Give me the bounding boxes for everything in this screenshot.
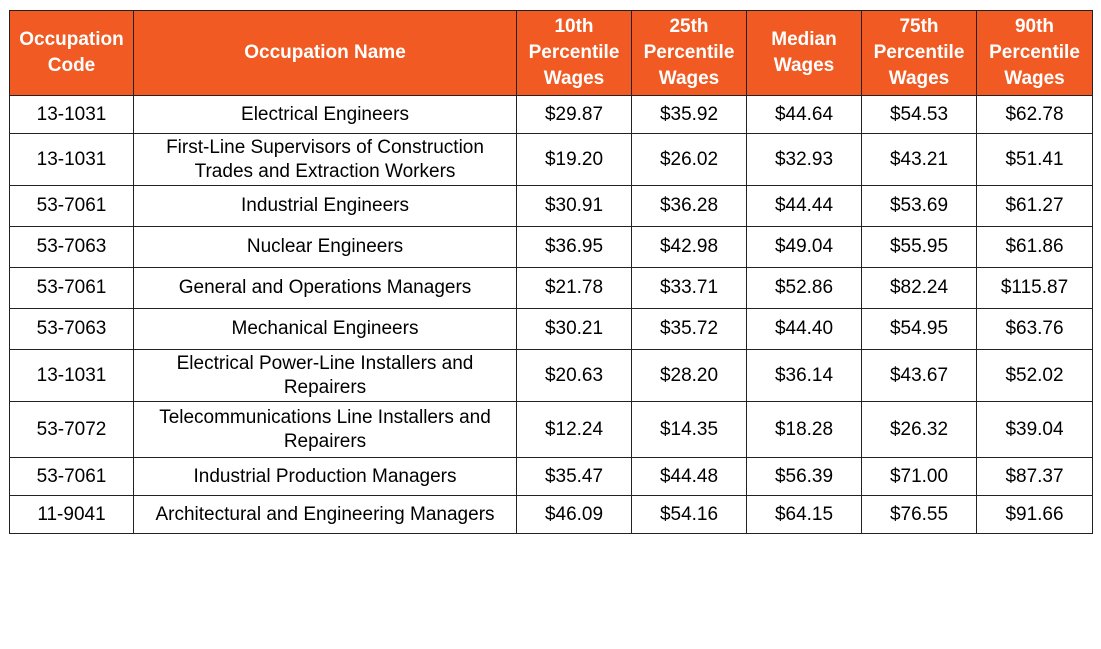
cell-90th-percentile: $61.86	[977, 227, 1093, 268]
cell-90th-percentile: $63.76	[977, 309, 1093, 350]
cell-90th-percentile: $39.04	[977, 402, 1093, 458]
cell-25th-percentile: $35.72	[632, 309, 747, 350]
cell-occupation-name: Industrial Production Managers	[134, 458, 517, 496]
cell-25th-percentile: $35.92	[632, 96, 747, 134]
cell-occupation-name: Telecommunications Line Installers and Repairers	[134, 402, 517, 458]
cell-10th-percentile: $29.87	[517, 96, 632, 134]
table-row	[10, 134, 1093, 186]
cell-25th-percentile: $33.71	[632, 268, 747, 309]
cell-10th-percentile: $36.95	[517, 227, 632, 268]
cell-25th-percentile: $42.98	[632, 227, 747, 268]
cell-median: $56.39	[747, 458, 862, 496]
cell-75th-percentile: $76.55	[862, 496, 977, 534]
cell-occupation-code: 53-7061	[10, 458, 134, 496]
cell-90th-percentile: $51.41	[977, 134, 1093, 186]
cell-10th-percentile: $20.63	[517, 350, 632, 402]
cell-10th-percentile: $35.47	[517, 458, 632, 496]
table-row	[10, 458, 1093, 496]
header-occupation-name: Occupation Name	[134, 11, 517, 96]
cell-90th-percentile: $62.78	[977, 96, 1093, 134]
table-body	[10, 96, 1093, 534]
cell-10th-percentile: $19.20	[517, 134, 632, 186]
header-median: Median Wages	[747, 11, 862, 96]
cell-occupation-name: Electrical Power-Line Installers and Repairers	[134, 350, 517, 402]
cell-median: $44.64	[747, 96, 862, 134]
wage-table	[9, 10, 1093, 534]
header-25th-percentile: 25th Percentile Wages	[632, 11, 747, 96]
cell-75th-percentile: $54.53	[862, 96, 977, 134]
cell-median: $32.93	[747, 134, 862, 186]
cell-75th-percentile: $53.69	[862, 186, 977, 227]
cell-occupation-code: 53-7061	[10, 268, 134, 309]
cell-median: $36.14	[747, 350, 862, 402]
header-10th-percentile: 10th Percentile Wages	[517, 11, 632, 96]
cell-75th-percentile: $71.00	[862, 458, 977, 496]
cell-median: $18.28	[747, 402, 862, 458]
cell-75th-percentile: $43.67	[862, 350, 977, 402]
cell-median: $64.15	[747, 496, 862, 534]
cell-25th-percentile: $28.20	[632, 350, 747, 402]
cell-median: $44.44	[747, 186, 862, 227]
cell-occupation-code: 53-7072	[10, 402, 134, 458]
cell-90th-percentile: $87.37	[977, 458, 1093, 496]
table-row	[10, 496, 1093, 534]
cell-occupation-code: 53-7063	[10, 227, 134, 268]
header-row	[10, 11, 1093, 96]
cell-median: $52.86	[747, 268, 862, 309]
cell-90th-percentile: $91.66	[977, 496, 1093, 534]
cell-occupation-name: Architectural and Engineering Managers	[134, 496, 517, 534]
cell-occupation-code: 53-7063	[10, 309, 134, 350]
cell-occupation-name: First-Line Supervisors of Construction Trades and Extraction Workers	[134, 134, 517, 186]
cell-75th-percentile: $82.24	[862, 268, 977, 309]
cell-10th-percentile: $30.21	[517, 309, 632, 350]
cell-median: $44.40	[747, 309, 862, 350]
cell-25th-percentile: $26.02	[632, 134, 747, 186]
cell-10th-percentile: $21.78	[517, 268, 632, 309]
cell-10th-percentile: $46.09	[517, 496, 632, 534]
cell-occupation-code: 53-7061	[10, 186, 134, 227]
cell-25th-percentile: $14.35	[632, 402, 747, 458]
cell-90th-percentile: $52.02	[977, 350, 1093, 402]
cell-occupation-name: Electrical Engineers	[134, 96, 517, 134]
cell-25th-percentile: $36.28	[632, 186, 747, 227]
cell-10th-percentile: $12.24	[517, 402, 632, 458]
cell-90th-percentile: $115.87	[977, 268, 1093, 309]
header-90th-percentile: 90th Percentile Wages	[977, 11, 1093, 96]
header-occupation-code: Occupation Code	[10, 11, 134, 96]
table-row	[10, 309, 1093, 350]
table-row	[10, 402, 1093, 458]
cell-25th-percentile: $44.48	[632, 458, 747, 496]
table-row	[10, 227, 1093, 268]
cell-median: $49.04	[747, 227, 862, 268]
table-row	[10, 268, 1093, 309]
cell-10th-percentile: $30.91	[517, 186, 632, 227]
table-row	[10, 96, 1093, 134]
cell-occupation-name: Mechanical Engineers	[134, 309, 517, 350]
cell-75th-percentile: $54.95	[862, 309, 977, 350]
cell-occupation-code: 13-1031	[10, 350, 134, 402]
cell-occupation-code: 13-1031	[10, 96, 134, 134]
cell-75th-percentile: $26.32	[862, 402, 977, 458]
cell-25th-percentile: $54.16	[632, 496, 747, 534]
cell-occupation-code: 11-9041	[10, 496, 134, 534]
cell-75th-percentile: $55.95	[862, 227, 977, 268]
cell-occupation-name: Industrial Engineers	[134, 186, 517, 227]
cell-75th-percentile: $43.21	[862, 134, 977, 186]
cell-occupation-code: 13-1031	[10, 134, 134, 186]
cell-occupation-name: General and Operations Managers	[134, 268, 517, 309]
cell-occupation-name: Nuclear Engineers	[134, 227, 517, 268]
cell-90th-percentile: $61.27	[977, 186, 1093, 227]
table-header	[10, 11, 1093, 96]
table-row	[10, 350, 1093, 402]
table-row	[10, 186, 1093, 227]
header-75th-percentile: 75th Percentile Wages	[862, 11, 977, 96]
